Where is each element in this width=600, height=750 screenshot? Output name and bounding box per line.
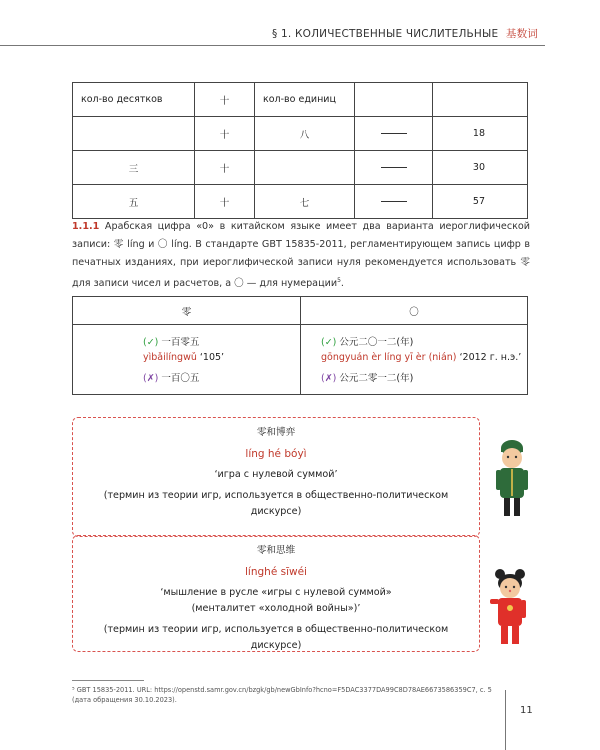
table-row [73,117,528,151]
example-correct [143,335,300,350]
pinyin: yìbǎilíngwǔ [143,352,197,363]
example-incorrect [321,371,527,386]
table-cell: 八 [255,117,355,151]
table-row [73,297,528,325]
term-pinyin: línghé sīwéi [245,566,307,578]
example-incorrect [143,371,300,386]
table-cell: 18 [433,117,528,151]
table-cell: 57 [433,185,528,219]
table-header-cell: 〇 [301,297,528,325]
table-cell: 30 [433,151,528,185]
table-cell: 五 [73,185,195,219]
table-cell: кол-во единиц [255,83,355,117]
example-correct [321,335,527,350]
paragraph-1-1-1 [72,218,530,293]
page-number: 11 [520,705,533,716]
footnote [72,685,492,705]
cross-mark-icon: (✗) [143,373,159,384]
example-text: 一百〇五 [161,373,200,384]
table-cell [73,117,195,151]
table-header-cell: 零 [73,297,301,325]
term-translation: ‘мышление в русле «игры с нулевой суммой» [160,587,392,598]
header-title-cn: 基数词 [505,28,538,40]
translation: ‘105’ [199,352,225,363]
girl-illustration-icon [488,566,532,651]
term-chinese: 零和思维 [256,545,296,556]
zero-variants-table [72,296,528,395]
check-mark-icon: (✓) [321,337,337,348]
term-box-zero-sum-game [72,417,480,537]
term-note-line: (термин из теории игр, используется в общественно-политическом [103,624,449,635]
table-cell [355,151,433,185]
table-cell: 十 [195,117,255,151]
header-rule [0,45,545,46]
table-cell [355,117,433,151]
term-pinyin: líng hé bóyì [245,448,307,460]
header-title: § 1. КОЛИЧЕСТВЕННЫЕ ЧИСЛИТЕЛЬНЫЕ [272,28,499,40]
term-translation: (менталитет «холодной войны»)’ [191,603,361,614]
table-cell [73,325,301,395]
footnote-line: (дата обращения 30.10.2023). [72,696,177,704]
paragraph-end: . [340,278,344,290]
table-cell: 十 [195,185,255,219]
pinyin: gōngyuán èr líng yī èr (nián) [321,352,457,363]
paragraph-number: 1.1.1 [72,221,100,232]
table-row [73,151,528,185]
footnote-ref[interactable]: 5 [337,277,341,284]
table-cell [301,325,528,395]
example-text: 公元二〇一二(年) [339,337,414,348]
dash [381,201,407,202]
numbers-table [72,82,528,219]
footnote-line[interactable]: ⁵ GBT 15835-2011. URL: https://openstd.samr.gov.cn/bzgk/gb/newGbInfo?hcno=F5DAC3377DA99C8D78AE6673586359C7, с. 5 [72,686,492,694]
table-cell [255,151,355,185]
check-mark-icon: (✓) [143,337,159,348]
term-note-line: дискурсе) [250,506,302,517]
table-row [73,83,528,117]
example-gloss [321,350,527,365]
table-row [73,325,528,395]
table-cell: 十 [195,83,255,117]
table-cell: кол-во десятков [73,83,195,117]
example-text: 公元二零一二(年) [339,373,414,384]
table-cell: 十 [195,151,255,185]
paragraph-text: Арабская цифра «0» в китайском языке имеет два варианта иероглифической записи: 零 líng и 〇 líng. В стандарте GBT 15835-2011, регламентирующем запись цифр в печатных изданиях, при иероглифической записи нуля рекомендуется использовать 零 для записи чисел и расчетов, а 〇 — для нумерации [72,221,530,290]
example-text: 一百零五 [161,337,200,348]
dash [381,167,407,168]
term-box-zero-sum-thinking [72,535,480,652]
table-cell [355,83,433,117]
table-cell: 三 [73,151,195,185]
table-cell [355,185,433,219]
cross-mark-icon: (✗) [321,373,337,384]
running-header [272,26,538,41]
dash [381,133,407,134]
footnote-rule [72,680,144,681]
example-gloss [143,350,300,365]
table-row [73,185,528,219]
table-cell: 七 [255,185,355,219]
term-note-line: (термин из теории игр, используется в общественно-политическом [103,490,449,501]
page-number-rule [505,690,506,750]
term-note-line: дискурсе) [250,640,302,651]
boy-illustration-icon [492,438,532,523]
term-chinese: 零和博弈 [256,427,296,438]
term-translation: ‘игра с нулевой суммой’ [214,469,338,480]
table-cell [433,83,528,117]
translation: ‘2012 г. н.э.’ [459,352,522,363]
